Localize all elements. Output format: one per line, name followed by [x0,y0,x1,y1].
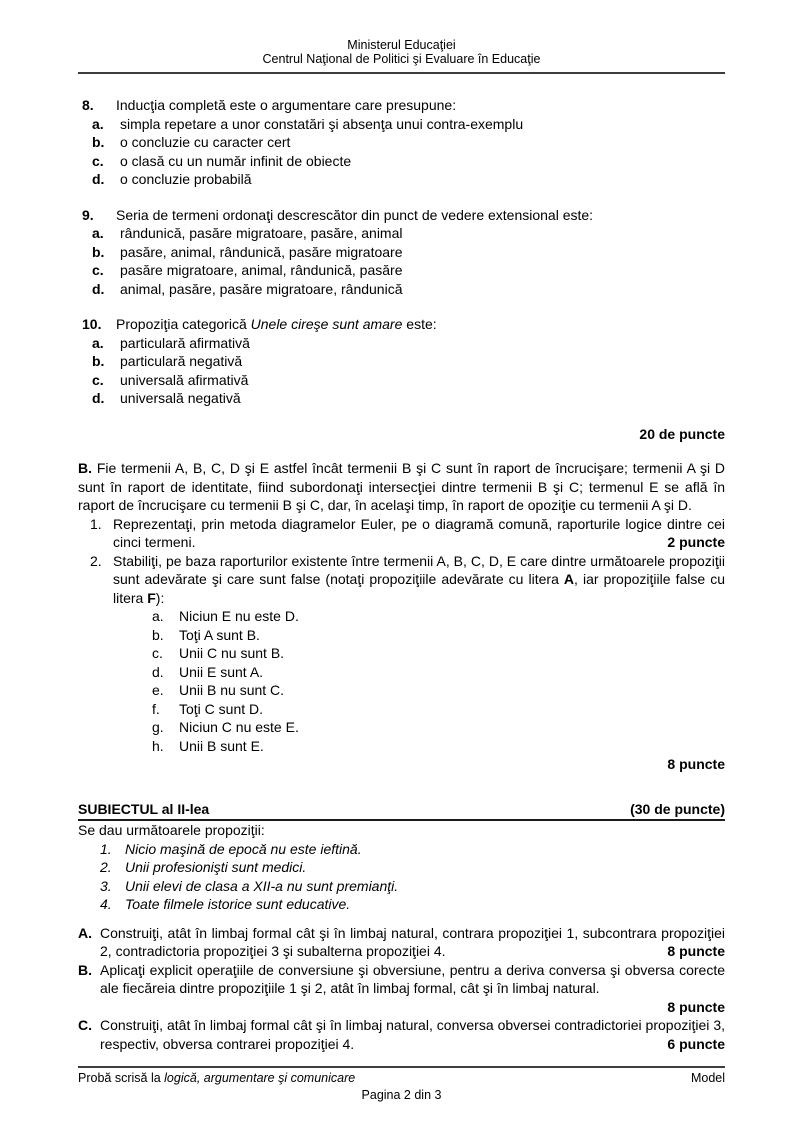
footer-exam-prefix: Probă scrisă la [78,1071,165,1085]
statement-h [152,737,725,756]
statement-c [152,644,725,663]
task-b-points: 8 puncte [667,998,725,1015]
question-10 [78,315,725,408]
statement-letter: a. [152,608,164,624]
option-letter: a. [92,115,104,132]
task-letter: A. [78,924,92,941]
statement-letter: f. [152,700,160,717]
statement-g [152,718,725,737]
premise-number: 4. [100,896,112,912]
question-10-text [116,315,725,334]
question-10-head [78,315,725,334]
item-2-text-part2: , iar propoziţiile false cu litera [113,571,725,606]
section-b-item-1 [78,515,725,552]
statement-e [152,681,725,700]
question-10-option-c [78,371,725,390]
option-text: universală afirmativă [120,371,249,388]
question-10-text-after: este: [402,316,437,332]
task-b-text: Aplicaţi explicit operaţiile de conversiune şi obversiune, pentru a deriva conversa şi obversa corecte ale fiecăreia dintre propoziţiile 1 şi 2, atât în limbaj formal, cât şi în limbaj natural. [100,961,725,996]
statement-text: Toţi C sunt D. [179,700,264,717]
question-9-option-b [78,243,725,262]
question-8 [78,96,725,189]
option-text: universală negativă [120,390,241,406]
question-10-option-b [78,352,725,371]
option-letter: b. [92,243,105,260]
item-2-false-letter: F [147,589,156,606]
item-1-points: 2 puncte [667,534,725,550]
option-text: simpla repetare a unor constatări şi absenţa unui contra-exemplu [120,115,524,132]
question-8-option-b [78,133,725,152]
section-b-item-2 [78,552,725,756]
question-10-option-a [78,334,725,353]
question-9-option-d [78,280,725,299]
premise-number: 2. [100,859,112,875]
task-c-points: 6 puncte [667,1035,725,1052]
statement-text: Unii B sunt E. [179,737,264,754]
statement-text: Unii B nu sunt C. [179,682,285,698]
statement-letter: d. [152,663,164,680]
footer-exam-subject: logică, argumentare şi comunicare [164,1071,356,1085]
premise-number: 1. [100,840,112,857]
task-a-text: Construiţi, atât în limbaj formal cât şi în limbaj natural, contrara propoziţiei 1, subcontrara propoziţiei 2, contradictoria propoziţiei 3 şi subalterna propoziţiei 4. [100,924,725,959]
premise-4 [78,895,725,914]
premise-number: 3. [100,877,112,894]
subject-2-heading [78,800,725,822]
statement-text: Niciun C nu este E. [179,719,299,735]
section-b [78,459,725,774]
task-c [78,1016,725,1053]
subject-2-points: (30 de puncte) [630,800,725,817]
option-letter: a. [92,334,104,351]
ministry-title: Ministerul Educaţiei [347,38,456,52]
option-text: pasăre, animal, rândunică, pasăre migratoare [120,243,403,260]
question-9-number: 9. [82,206,94,223]
question-8-option-d [78,170,725,189]
option-text: rândunică, pasăre migratoare, pasăre, animal [120,225,403,241]
option-text: particulară negativă [120,353,243,369]
item-body [113,515,725,552]
question-9 [78,206,725,299]
item-2-text-part3: ): [155,589,165,606]
option-text: o concluzie probabilă [120,171,252,187]
task-letter: B. [78,961,92,978]
option-letter: c. [92,262,104,278]
item-2-true-letter: A [563,571,575,587]
option-text: particulară afirmativă [120,334,250,351]
question-8-option-c [78,152,725,171]
premise-text: Unii profesionişti sunt medici. [125,859,307,875]
premise-text: Unii elevi de clasa a XII-a nu sunt premianţi. [125,877,399,894]
option-text: pasăre migratoare, animal, rândunică, pasăre [120,262,403,278]
statement-f [152,700,725,719]
page-number: Pagina 2 din 3 [361,1088,442,1102]
statement-a [152,607,725,626]
question-10-option-d [78,389,725,408]
question-10-text-italic: Unele cireşe sunt amare [250,316,403,332]
option-letter: c. [92,152,104,169]
premise-text: Toate filmele istorice sunt educative. [125,896,351,912]
question-10-number: 10. [82,316,102,332]
page-header [78,38,725,74]
option-letter: d. [92,390,105,406]
statement-d [152,663,725,682]
section-b-points: 8 puncte [667,756,725,772]
question-9-text: Seria de termeni ordonaţi descrescător din punct de vedere extensional este: [116,206,594,223]
option-letter: b. [92,134,105,150]
item-number: 1. [90,515,102,532]
premise-1 [78,840,725,859]
option-letter: c. [92,371,104,388]
item-1-text: Reprezentaţi, prin metoda diagramelor Euler, pe o diagramă comună, raporturile logice dintre cei cinci termeni. [113,515,725,550]
item-number: 2. [90,552,102,569]
statement-text: Niciun E nu este D. [179,608,299,624]
question-9-head [78,206,725,225]
statement-letter: c. [152,645,163,661]
subject-2 [78,800,725,1054]
premise-2 [78,858,725,877]
question-8-number: 8. [82,97,94,113]
subject-2-title: SUBIECTUL al II-lea [78,800,210,817]
item-2-text-part1: Stabiliţi, pe baza raporturilor existente între termenii A, B, C, D, E care dintre următoarele propoziţii sunt adevărate şi care sunt false (notaţi propoziţiile adevărate cu litera [113,552,725,587]
section-b-intro [78,459,725,515]
question-9-option-c [78,261,725,280]
option-letter: d. [92,280,105,297]
task-c-text: Construiţi, atât în limbaj formal cât şi în limbaj natural, conversa obversei contradictoriei propoziţiei 3, respectiv, obversa contrarei propoziţiei 4. [100,1017,725,1052]
statement-letter: b. [152,626,164,643]
task-a-points: 8 puncte [667,943,725,959]
premise-text: Nicio maşină de epocă nu este ieftină. [125,840,362,857]
question-10-text-before: Propoziţia categorică [116,316,251,332]
option-letter: d. [92,171,105,187]
section-b-intro-text: Fie termenii A, B, C, D şi E astfel încât termenii B şi C sunt în raport de încrucişare; termenii A şi D sunt în raport de identitate, fiind subordonaţi intersecţiei dintre termenii B şi C; termenul E se află în raport de încrucişare cu termenii B şi C, dar, în acelaşi timp, în raport de opoziţie cu termenii A şi D. [78,460,725,513]
option-text: o clasă cu un număr infinit de obiecte [120,152,352,169]
task-body [100,1016,725,1053]
subject-2-tasks [78,924,725,1054]
center-title: Centrul Naţional de Politici şi Evaluare în Educaţie [262,52,541,66]
option-text: animal, pasăre, pasăre migratoare, rândunică [120,280,403,297]
premise-3 [78,877,725,896]
exam-body [78,74,725,1053]
page-footer [78,1066,725,1103]
task-body [100,924,725,961]
option-letter: a. [92,225,104,241]
statement-text: Toţi A sunt B. [179,626,260,643]
footer-row [78,1071,725,1086]
footer-model-label: Model [690,1071,725,1085]
part-a-points: 20 de puncte [639,425,725,442]
question-8-head [78,96,725,115]
option-text: o concluzie cu caracter cert [120,134,291,150]
task-letter: C. [78,1017,92,1033]
statement-letter: g. [152,719,164,735]
statement-text: Unii E sunt A. [179,663,264,680]
task-body [100,961,725,1017]
statement-text: Unii C nu sunt B. [179,645,285,661]
section-b-label: B. [78,460,92,476]
statement-b [152,626,725,645]
task-b [78,961,725,1017]
question-9-option-a [78,224,725,243]
footer-exam-name [78,1071,355,1086]
statement-letter: e. [152,682,164,698]
subject-2-intro: Se dau următoarele propoziţii: [78,822,265,838]
question-8-text: Inducţia completă este o argumentare care presupune: [116,97,457,113]
task-a [78,924,725,961]
option-letter: b. [92,353,105,369]
statement-letter: h. [152,737,164,754]
item-body [113,552,725,756]
question-8-option-a [78,115,725,134]
